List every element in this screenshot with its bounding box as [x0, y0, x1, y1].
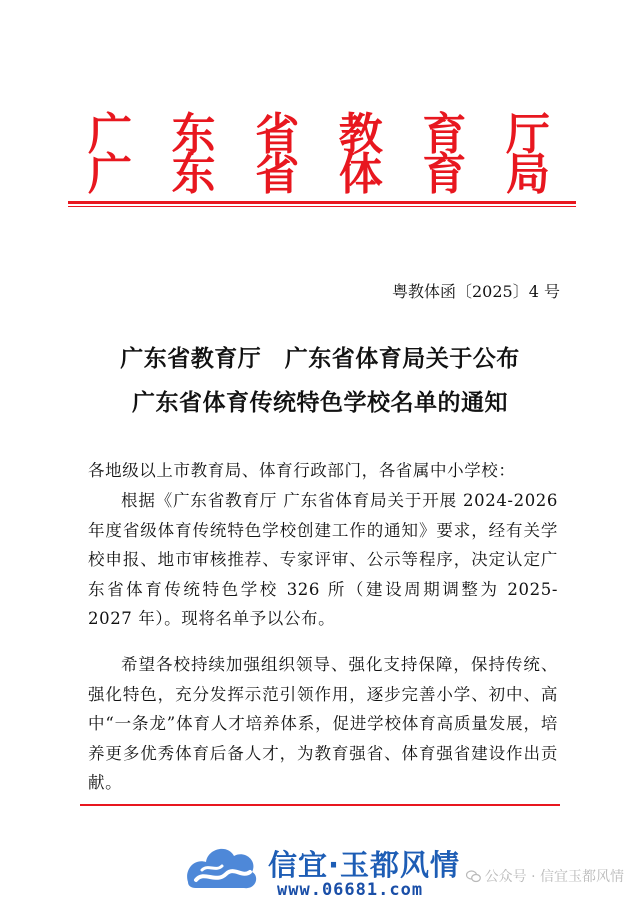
header-char: 教 — [338, 109, 383, 160]
body-paragraph-2: 希望各校持续加强组织领导、强化支持保障，保持传统、强化特色，充分发挥示范引领作用，逐步完善小学、初中、高中“一条龙”体育人才培养体系，促进学校体育高质量发展，培养更多优秀体育后备人才，为教育强省、体育强省建设作出贡献。 — [88, 655, 558, 792]
social-source-tag — [466, 866, 624, 886]
header-char: 东 — [171, 149, 216, 200]
document-title-line-2: 广东省体育传统特色学校名单的通知 — [132, 389, 508, 416]
header-char: 省 — [255, 109, 300, 160]
header-char: 广 — [88, 149, 132, 200]
header-char: 局 — [505, 149, 550, 200]
issuer-header-line-2 — [88, 149, 550, 200]
header-divider-thick — [68, 201, 576, 204]
social-source-text: 公众号 · 信宜玉都风情 — [484, 869, 624, 885]
header-char: 育 — [422, 149, 467, 200]
header-char: 广 — [88, 109, 132, 160]
header-char: 育 — [422, 109, 467, 160]
header-char: 东 — [171, 109, 216, 160]
footer-divider — [80, 804, 560, 806]
header-char: 体 — [338, 149, 383, 200]
document-title-line-1: 广东省教育厅 广东省体育局关于公布 — [120, 345, 520, 372]
header-divider-thin — [68, 206, 576, 207]
cloud-wave-logo-icon — [182, 840, 262, 896]
salutation: 各地级以上市教育局、体育行政部门，各省属中小学校： — [88, 461, 516, 480]
watermark-site-name: 信宜·玉都风情 — [268, 848, 461, 882]
watermark-url: www.06681.com — [277, 880, 424, 900]
wechat-icon — [466, 870, 481, 883]
issuer-header-line-1 — [88, 109, 550, 160]
header-char: 厅 — [505, 109, 550, 160]
header-char: 省 — [255, 149, 300, 200]
document-number: 粤教体函〔2025〕4 号 — [392, 282, 560, 301]
body-paragraph-1: 根据《广东省教育厅 广东省体育局关于开展 2024-2026 年度省级体育传统特色学校创建工作的通知》要求，经有关学校申报、地市审核推荐、专家评审、公示等程序，决定认定广东省体育传统特色学校 326 所（建设周期调整为 2025-2027 年）。现将名单予以公布。 — [88, 491, 558, 628]
